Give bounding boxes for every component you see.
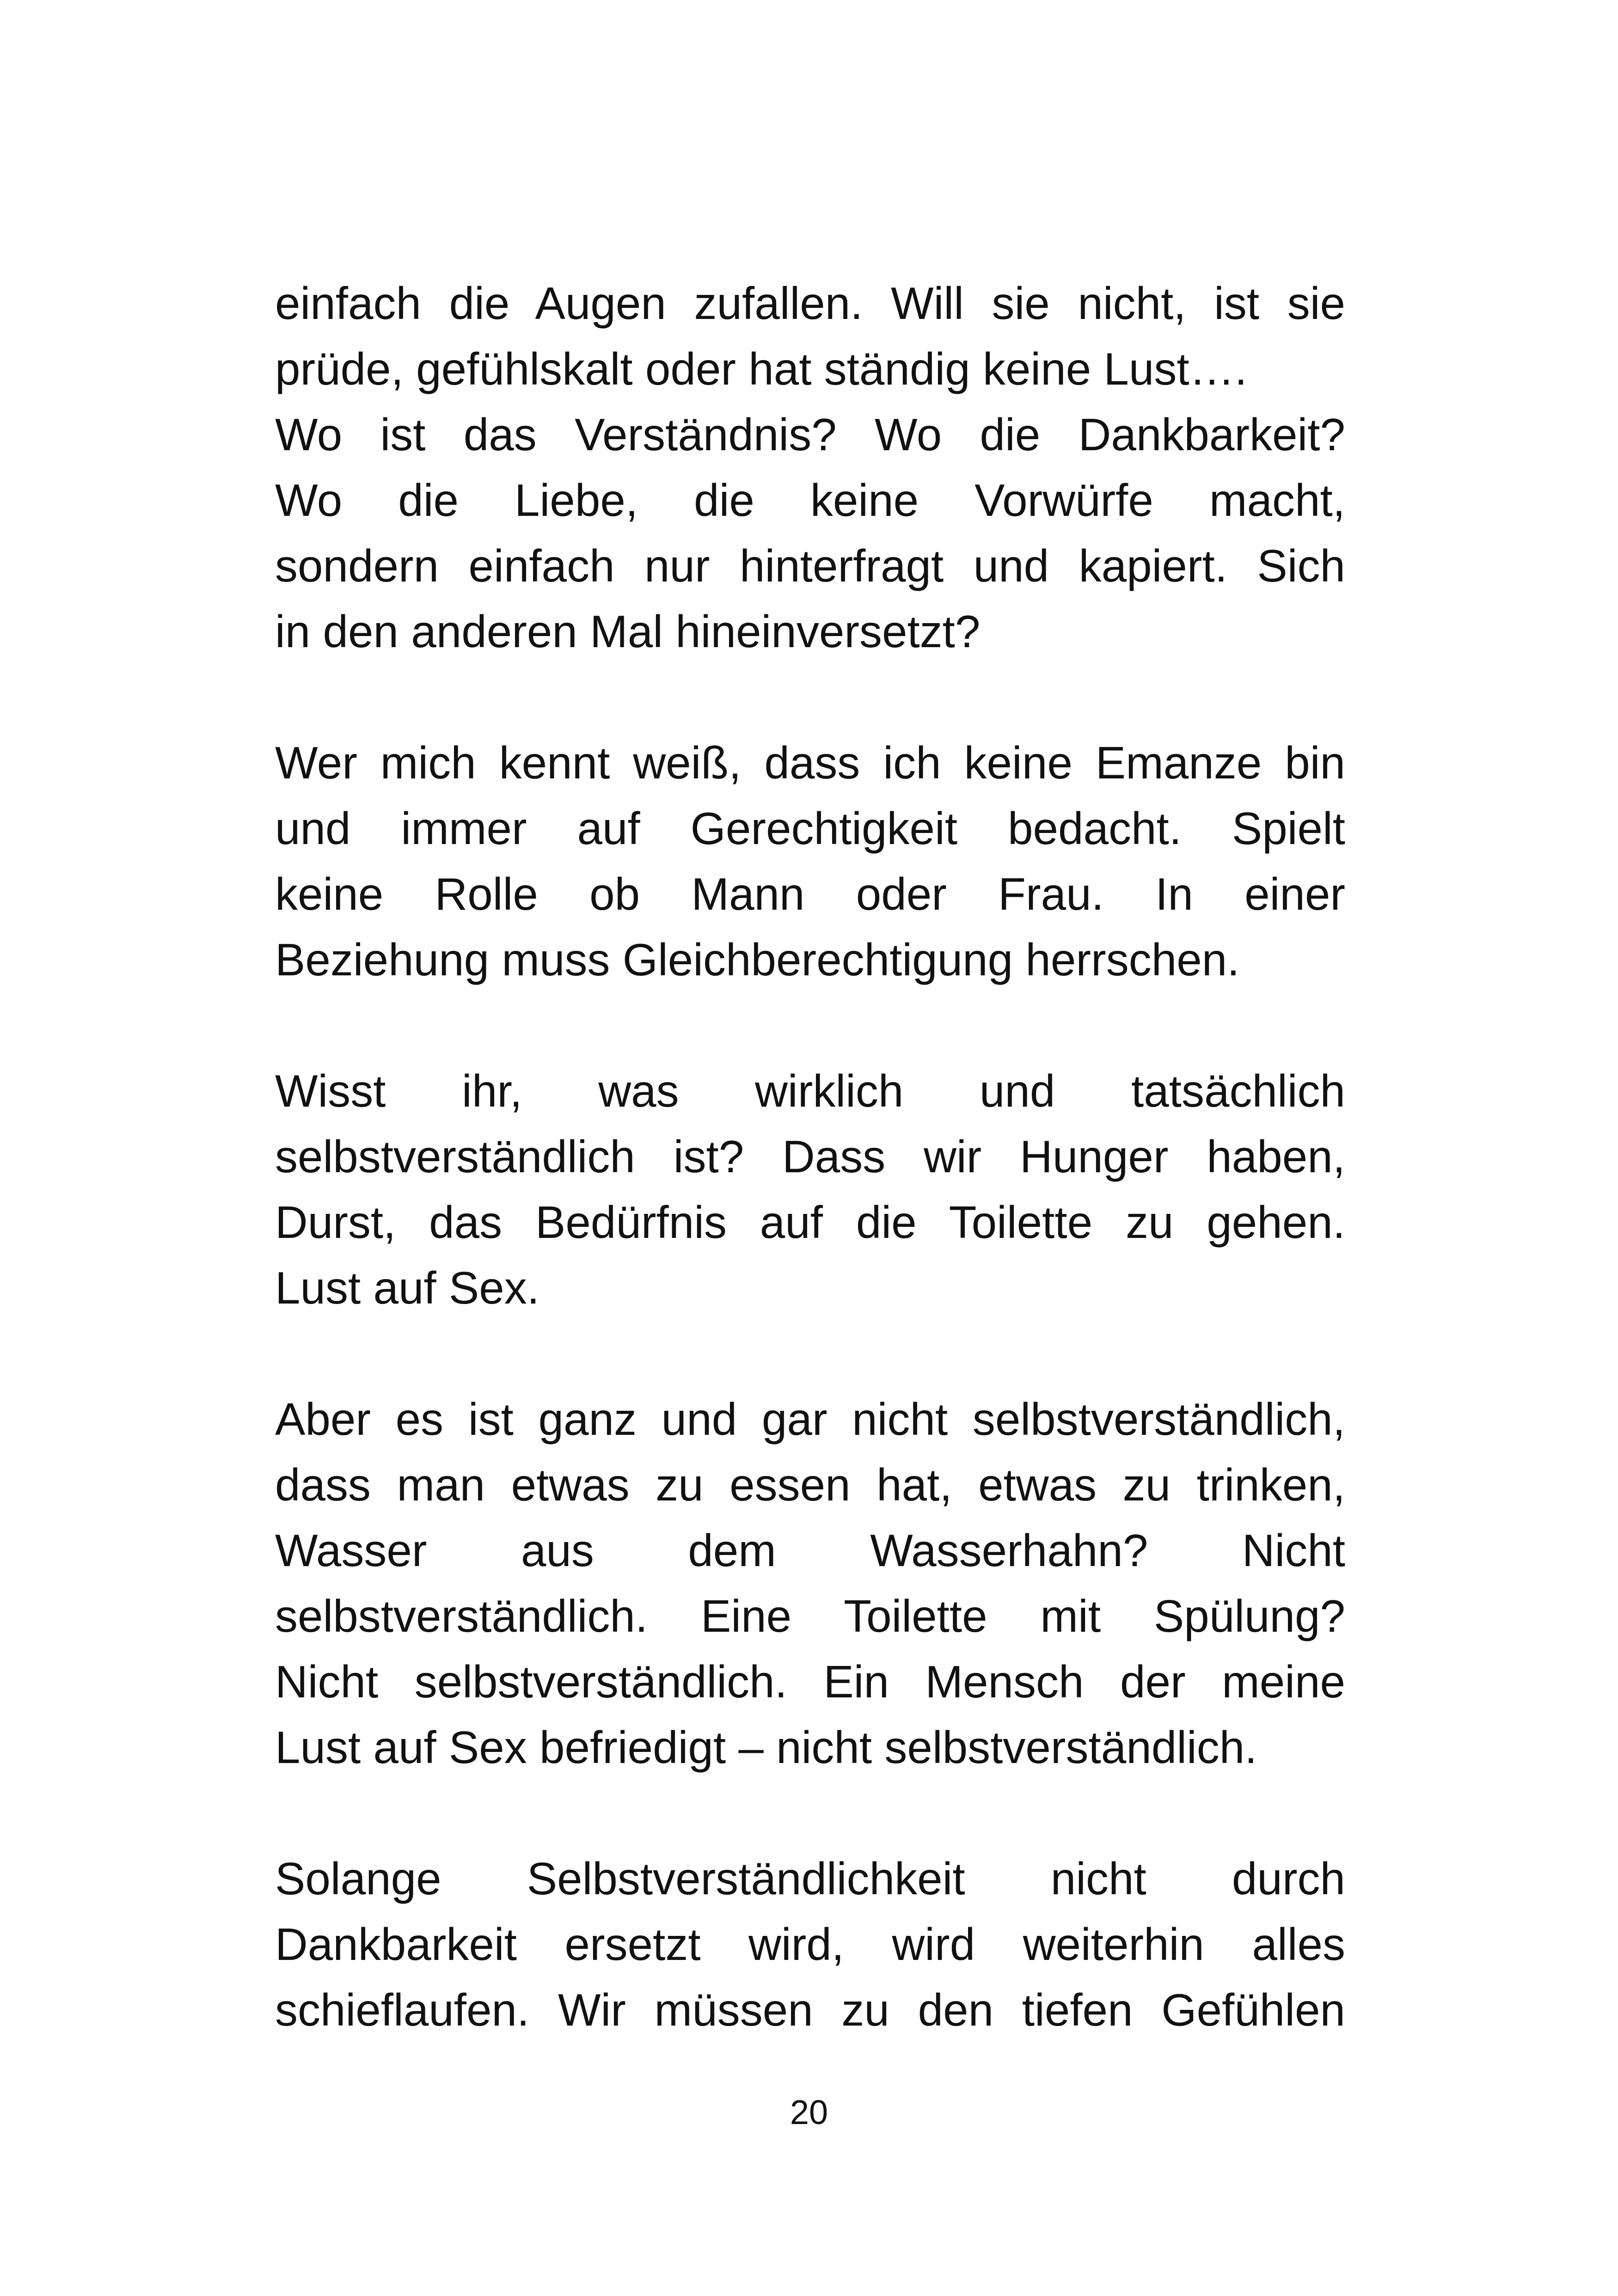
- paragraph-3: [275, 1058, 1345, 1321]
- text-line: prüde, gefühlskalt oder hat ständig keine Lust….: [275, 343, 1247, 394]
- text-line: Wisst ihr, was wirklich und tatsächlich: [275, 1065, 1345, 1116]
- text-line: Wo die Liebe, die keine Vorwürfe macht,: [275, 475, 1345, 526]
- paragraph-4: [275, 1386, 1345, 1780]
- text-line: und immer auf Gerechtigkeit bedacht. Spielt: [275, 803, 1345, 854]
- text-line: selbstverständlich ist? Dass wir Hunger haben,: [275, 1131, 1345, 1182]
- text-line: Durst, das Bedürfnis auf die Toilette zu gehen.: [275, 1197, 1345, 1248]
- body-text: [275, 270, 1345, 2043]
- text-line: Beziehung muss Gleichberechtigung herrschen.: [275, 934, 1240, 985]
- text-line: schieflaufen. Wir müssen zu den tiefen Gefühlen: [275, 1984, 1345, 2035]
- text-line: Nicht selbstverständlich. Ein Mensch der meine: [275, 1656, 1345, 1707]
- text-line: Wasser aus dem Wasserhahn? Nicht: [275, 1525, 1345, 1576]
- paragraph-1: [275, 270, 1345, 664]
- text-line: Wer mich kennt weiß, dass ich keine Emanze bin: [275, 737, 1345, 788]
- text-line: Wo ist das Verständnis? Wo die Dankbarkeit?: [275, 409, 1345, 460]
- text-line: Lust auf Sex befriedigt – nicht selbstverständlich.: [275, 1722, 1257, 1773]
- text-line: sondern einfach nur hinterfragt und kapiert. Sich: [275, 540, 1345, 591]
- text-line: Dankbarkeit ersetzt wird, wird weiterhin alles: [275, 1919, 1345, 1970]
- text-line: Solange Selbstverständlichkeit nicht durch: [275, 1853, 1345, 1904]
- text-line: selbstverständlich. Eine Toilette mit Spülung?: [275, 1591, 1345, 1641]
- text-line: einfach die Augen zufallen. Will sie nicht, ist sie: [275, 278, 1345, 329]
- text-line: in den anderen Mal hineinversetzt?: [275, 606, 981, 657]
- text-line: dass man etwas zu essen hat, etwas zu trinken,: [275, 1459, 1345, 1510]
- page-number: 20: [790, 2093, 828, 2131]
- text-line: Lust auf Sex.: [275, 1262, 540, 1313]
- text-line: keine Rolle ob Mann oder Frau. In einer: [275, 869, 1345, 919]
- text-line: Aber es ist ganz und gar nicht selbstverständlich,: [275, 1394, 1345, 1445]
- paragraph-2: [275, 730, 1345, 992]
- paragraph-5: [275, 1846, 1345, 2043]
